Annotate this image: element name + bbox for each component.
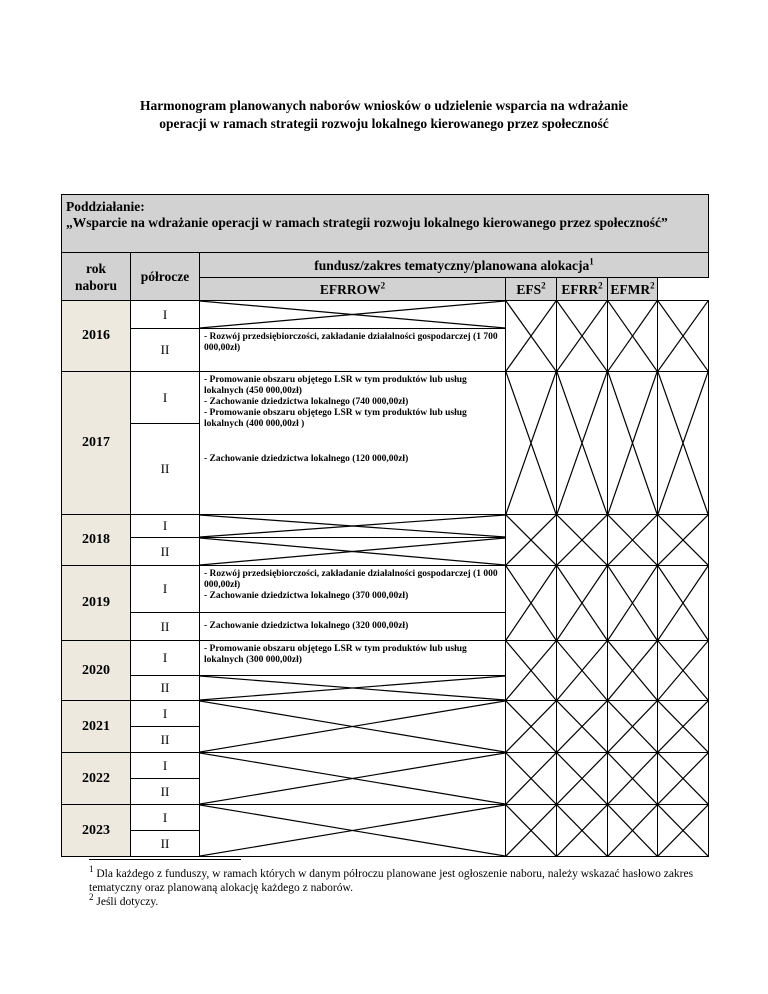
title-line-1: Harmonogram planowanych naborów wniosków o udzielenie wsparcia na wdrażanie — [139, 98, 629, 113]
subaction-text: „Wsparcie na wdrażanie operacji w ramach strategii rozwoju lokalnego kierowanego przez społeczność” — [66, 215, 668, 230]
crossed-cell — [658, 372, 709, 515]
subaction-cell — [62, 195, 709, 253]
crossed-cell — [506, 566, 557, 641]
crossed-cell — [506, 641, 557, 701]
document-title — [0, 97, 768, 133]
crossed-cell — [608, 372, 658, 515]
crossed-cell — [557, 515, 608, 566]
half-cell: II — [131, 613, 200, 641]
header-efs: EFS$^2$ — [506, 278, 557, 301]
year-cell: 2020 — [62, 641, 131, 701]
crossed-cell — [608, 515, 658, 566]
half-cell: I — [131, 515, 200, 538]
half-cell: II — [131, 779, 200, 805]
half-cell: I — [131, 372, 200, 424]
title-line-2: operacji w ramach strategii rozwoju lokalnego kierowanego przez społeczność — [159, 116, 609, 131]
desc-cell: - Promowanie obszaru objętego LSR w tym produktów lub usług lokalnych (450 000,00zł) - Zachowanie dziedzictwa lokalnego (740 000,00zł) - Promowanie obszaru objętego LSR w tym produktów lub usług lokalnych (400 000,00zł ) - Zachowanie dziedzictwa lokalnego (120 000,00zł) — [200, 372, 506, 515]
desc-cell: - Promowanie obszaru objętego LSR w tym produktów lub usług lokalnych (300 000,00zł) — [200, 641, 506, 676]
crossed-cell — [608, 566, 658, 641]
year-cell: 2021 — [62, 701, 131, 753]
header-efmr: EFMR$^2$ — [608, 278, 658, 301]
half-cell: I — [131, 701, 200, 727]
crossed-cell — [506, 515, 557, 566]
table-row — [62, 701, 709, 727]
crossed-cell — [200, 701, 506, 753]
half-cell: I — [131, 566, 200, 613]
year-cell: 2018 — [62, 515, 131, 566]
desc-cell: - Rozwój przedsiębiorczości, zakładanie działalności gospodarczej (1 700 000,00zł) — [200, 329, 506, 372]
table-row — [62, 641, 709, 676]
crossed-cell — [608, 805, 658, 857]
year-cell: 2016 — [62, 301, 131, 372]
half-cell: II — [131, 831, 200, 857]
crossed-cell — [608, 301, 658, 372]
header-efrr: EFRR$^2$ — [557, 278, 608, 301]
desc-cell: - Rozwój przedsiębiorczości, zakładanie działalności gospodarczej (1 000 000,00zł) - Zachowanie dziedzictwa lokalnego (370 000,00zł) — [200, 566, 506, 613]
header-efrrow: EFRROW$^2$ — [200, 278, 506, 301]
table-row — [62, 372, 709, 424]
crossed-cell — [506, 301, 557, 372]
crossed-cell — [200, 753, 506, 805]
half-cell: I — [131, 753, 200, 779]
crossed-cell — [200, 515, 506, 538]
crossed-cell — [658, 641, 709, 701]
desc-cell: - Zachowanie dziedzictwa lokalnego (320 000,00zł) — [200, 613, 506, 641]
footnote-1: $^1$ Dla każdego z funduszy, w ramach których w danym półroczu planowane jest ogłoszenie naboru, należy wskazać hasłowo zakres tematyczny oraz planowaną alokację każdego z naborów. — [89, 864, 694, 894]
table-row — [62, 301, 709, 329]
footnote-separator — [89, 859, 241, 860]
crossed-cell — [200, 301, 506, 329]
crossed-cell — [557, 701, 608, 753]
header-half: półrocze — [131, 253, 200, 301]
crossed-cell — [608, 753, 658, 805]
half-cell: II — [131, 424, 200, 515]
crossed-cell — [200, 676, 506, 701]
header-fund: fundusz/zakres tematyczny/planowana alokacja$^1$ — [200, 253, 709, 278]
half-cell: II — [131, 329, 200, 372]
half-cell: II — [131, 727, 200, 753]
crossed-cell — [658, 753, 709, 805]
crossed-cell — [658, 566, 709, 641]
crossed-cell — [557, 372, 608, 515]
crossed-cell — [658, 301, 709, 372]
half-cell: II — [131, 676, 200, 701]
half-cell: I — [131, 805, 200, 831]
footnote-ref-1: 1 — [589, 256, 594, 266]
crossed-cell — [658, 515, 709, 566]
header-year: rok naboru — [62, 253, 131, 301]
half-cell: I — [131, 641, 200, 676]
crossed-cell — [506, 805, 557, 857]
crossed-cell — [200, 538, 506, 566]
table-row — [62, 566, 709, 613]
crossed-cell — [506, 701, 557, 753]
year-cell: 2019 — [62, 566, 131, 641]
crossed-cell — [557, 805, 608, 857]
crossed-cell — [506, 372, 557, 515]
crossed-cell — [200, 805, 506, 857]
year-cell: 2023 — [62, 805, 131, 857]
crossed-cell — [506, 753, 557, 805]
year-cell: 2017 — [62, 372, 131, 515]
year-cell: 2022 — [62, 753, 131, 805]
crossed-cell — [658, 701, 709, 753]
crossed-cell — [608, 701, 658, 753]
crossed-cell — [557, 641, 608, 701]
crossed-cell — [557, 753, 608, 805]
footnote-2: $^2$ Jeśli dotyczy. — [89, 892, 159, 908]
table-row — [62, 805, 709, 831]
half-cell: I — [131, 301, 200, 329]
half-cell: II — [131, 538, 200, 566]
schedule-table — [61, 194, 709, 857]
crossed-cell — [658, 805, 709, 857]
table-row — [62, 753, 709, 779]
subaction-label: Poddziałanie: — [66, 199, 145, 214]
crossed-cell — [608, 641, 658, 701]
crossed-cell — [557, 566, 608, 641]
table-row — [62, 515, 709, 538]
crossed-cell — [557, 301, 608, 372]
